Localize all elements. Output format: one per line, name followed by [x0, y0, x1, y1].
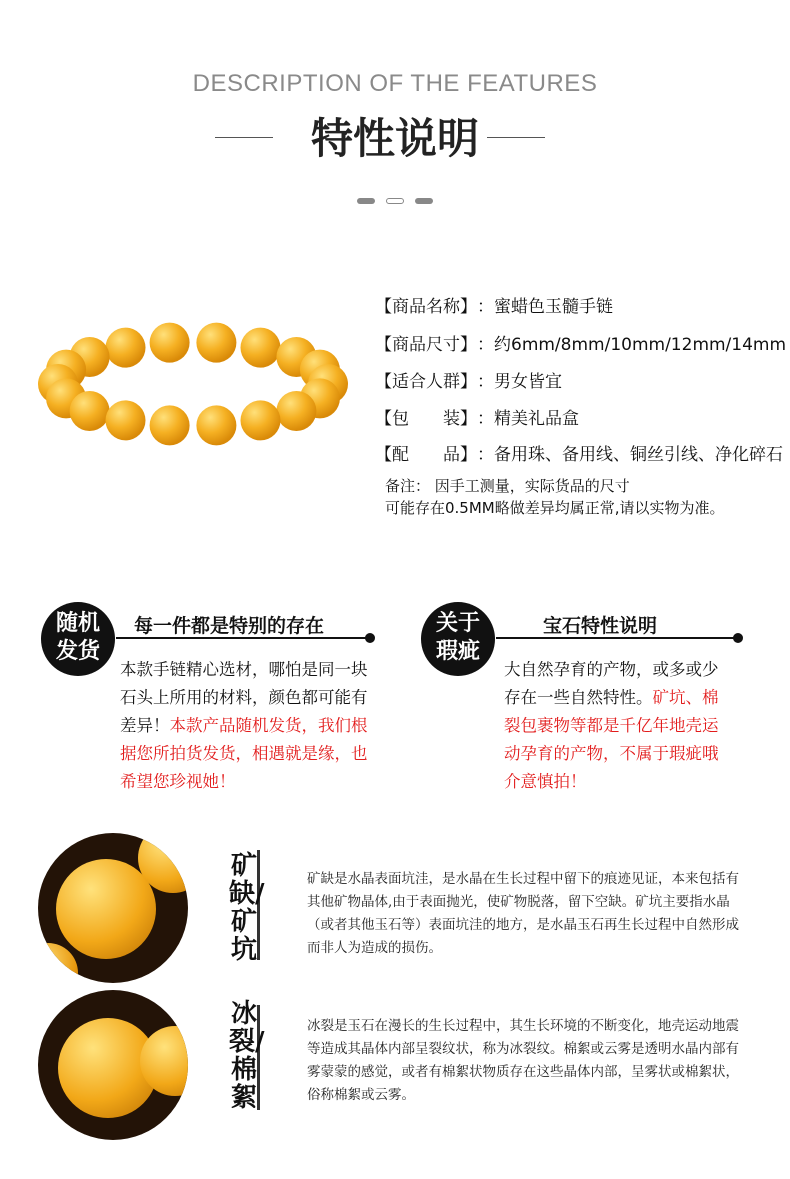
title-row	[0, 106, 790, 164]
random-heading: 每一件都是特别的存在	[134, 615, 325, 637]
flaw-rule-dot	[733, 633, 743, 643]
badge-random-shipping: 随机 发货	[41, 602, 115, 676]
crack-label: 冰裂/棉絮	[229, 999, 265, 1113]
crack-description: 冰裂是玉石在漫长的生长过程中，其生长环境的不断变化，地壳运动地震等造成其晶体内部呈裂纹状，称为冰裂纹。棉絮或云雾是透明水晶内部有雾蒙蒙的感觉，或者有棉絮状物质存在这些晶体内部，呈雾状或棉絮状，俗称棉絮或云雾。	[307, 1018, 739, 1103]
spec-packaging: 【包 装】：精美礼品盒	[375, 409, 579, 429]
bracelet-image	[30, 322, 360, 446]
flaw-heading: 宝石特性说明	[543, 615, 658, 637]
bracelet-bead	[196, 405, 236, 445]
bracelet-bead	[276, 391, 316, 431]
bracelet-bead	[241, 400, 281, 440]
spec-accessories: 【配 品】：备用珠、备用线、铜丝引线、净化碎石	[375, 445, 783, 465]
bracelet-bead	[241, 328, 281, 368]
random-rule-dot	[365, 633, 375, 643]
bracelet-bead	[70, 391, 110, 431]
random-rule	[116, 637, 370, 639]
dot-middle	[386, 198, 404, 204]
spec-audience: 【适合人群】：男女皆宜	[375, 372, 562, 392]
flaw-rule	[496, 637, 736, 639]
pit-description: 矿缺是水晶表面坑洼，是水晶在生长过程中留下的痕迹见证，本来包括有其他矿物晶体,由于表面抛光，使矿物脱落，留下空缺。矿坑主要指水晶（或者其他玉石等）表面坑洼的地方，是水晶玉石再生长过程中自然形成而非人为造成的损伤。	[307, 871, 739, 956]
bracelet-bead	[150, 405, 190, 445]
flaw-text: 大自然孕育的产物，或多或少存在一些自然特性。矿坑、棉裂包裹物等都是千亿年地壳运动孕育的产物，不属于瑕疵哦介意慎拍！	[504, 660, 719, 791]
note-line-1: 备注： 因手工测量，实际货品的尺寸	[385, 477, 630, 495]
title-right-rule	[487, 137, 545, 138]
dot-right	[415, 198, 433, 204]
pit-label: 矿缺/矿坑	[229, 851, 265, 965]
spec-name: 【商品名称】：蜜蜡色玉髓手链	[375, 297, 613, 317]
dot-left	[357, 198, 375, 204]
bracelet-bead	[106, 328, 146, 368]
header-subtitle: DESCRIPTION OF THE FEATURES	[192, 70, 598, 97]
bracelet-bead	[150, 323, 190, 363]
crack-closeup-image	[38, 990, 188, 1140]
page-title: 特性说明	[310, 114, 479, 163]
badge-flaw: 关于 瑕疵	[421, 602, 495, 676]
bracelet-bead	[196, 323, 236, 363]
spec-size: 【商品尺寸】：约6mm/8mm/10mm/12mm/14mm	[375, 335, 787, 355]
decorative-dots	[0, 190, 790, 209]
note-line-2: 可能存在0.5MM略做差异均属正常,请以实物为准。	[385, 499, 725, 517]
pit-closeup-image	[38, 833, 188, 983]
random-text: 本款手链精心选材，哪怕是同一块石头上所用的材料，颜色都可能有差异！本款产品随机发货，我们根据您所拍货发货，相遇就是缘，也希望您珍视她！	[120, 660, 368, 791]
bracelet-bead	[106, 400, 146, 440]
